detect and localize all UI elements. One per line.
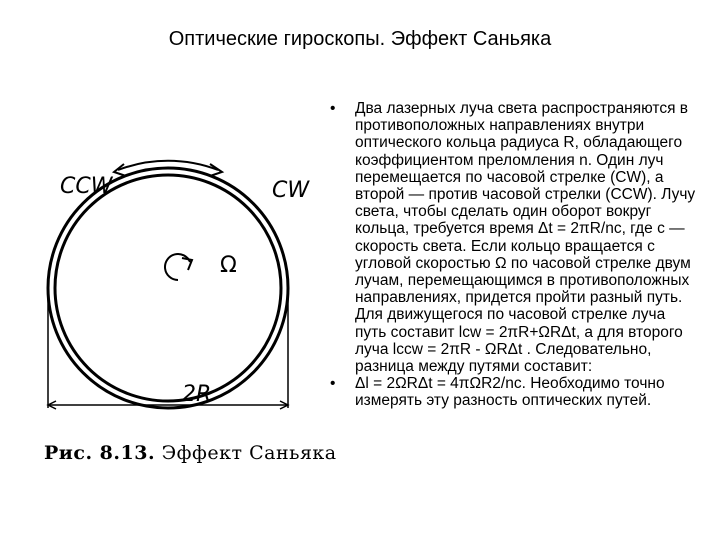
bullet-text: Δl = 2ΩRΔt = 4πΩR2/nc. Необходимо точно измерять эту разность оптических путей. <box>355 375 665 410</box>
omega-label: Ω <box>220 253 237 278</box>
bullet-marker: • <box>330 375 336 393</box>
ring-outer <box>48 168 288 408</box>
page-title: Оптические гироскопы. Эффект Саньяка <box>168 28 552 50</box>
diameter-label: 2R <box>182 382 212 407</box>
rotation-arrowhead-icon <box>182 258 192 270</box>
bullet-text: Два лазерных луча света распространяются в противоположных направлениях внутри оптического кольца радиуса R, обладающего коэффициентом преломления n. Один луч перемещается по часовой стрелке (CW), а второй — против часовой стрелки (CCW). Лучу света, чтобы сделать один оборот вокруг кольца, требуется время Δt = 2πR/nc, где c — скорость света. Если кольцо вращается с угловой скоростью Ω по часовой стрелке двум лучам, перемещающимся в противоположных направлениях, придется пройти разный путь. Для движущегося по часовой стрелке луча путь составит lcw = 2πR+ΩRΔt, а для второго луча lccw = 2πR - ΩRΔt . Следовательно, разница между путями составит: <box>355 100 696 376</box>
ccw-label: CCW <box>60 174 113 199</box>
figure-caption <box>44 442 337 464</box>
caption-text: Эффект Саньяка <box>161 442 337 464</box>
bullet-list <box>330 100 700 410</box>
cw-label: CW <box>272 178 310 203</box>
bullet-item <box>330 100 700 375</box>
ring-inner <box>55 175 281 401</box>
bullet-marker: • <box>330 100 336 117</box>
bullet-item <box>330 375 700 409</box>
sagnac-figure <box>40 150 330 480</box>
caption-number: Рис. 8.13. <box>44 442 156 464</box>
